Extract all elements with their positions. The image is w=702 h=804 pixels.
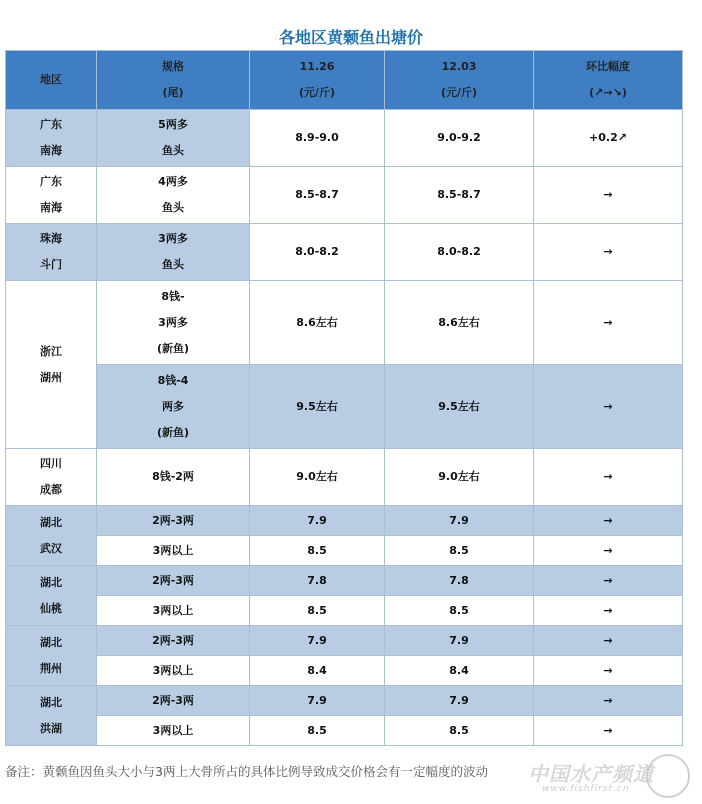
price-1203-cell: 9.5左右 <box>385 365 534 449</box>
watermark-name: 中国水产频道 <box>528 762 654 786</box>
region-cell: 浙江 湖州 <box>6 281 97 449</box>
spec-cell: 2两-3两 <box>97 626 250 656</box>
price-1126-cell: 9.0左右 <box>250 449 385 506</box>
table-row <box>6 281 683 365</box>
price-1126-cell: 8.0-8.2 <box>250 224 385 281</box>
change-cell: → <box>534 506 683 536</box>
price-1126-cell: 7.8 <box>250 566 385 596</box>
region-cell: 湖北 洪湖 <box>6 686 97 746</box>
change-cell: → <box>534 536 683 566</box>
header-change: 环比幅度 (↗→↘) <box>534 51 683 110</box>
header-date1: 11.26 (元/斤) <box>250 51 385 110</box>
change-cell: → <box>534 686 683 716</box>
price-1126-cell: 8.9-9.0 <box>250 110 385 167</box>
watermark-logo <box>528 752 698 800</box>
table-row <box>6 716 683 746</box>
price-1126-cell: 8.5 <box>250 716 385 746</box>
price-1126-cell: 7.9 <box>250 626 385 656</box>
price-1126-cell: 8.5 <box>250 536 385 566</box>
spec-cell: 8钱-4 两多 (新鱼) <box>97 365 250 449</box>
header-row <box>6 51 683 110</box>
region-cell: 四川 成都 <box>6 449 97 506</box>
change-cell: → <box>534 224 683 281</box>
change-cell: → <box>534 365 683 449</box>
price-1126-cell: 8.5 <box>250 596 385 626</box>
table-row <box>6 506 683 536</box>
spec-cell: 3两以上 <box>97 716 250 746</box>
table-row <box>6 656 683 686</box>
spec-cell: 5两多 鱼头 <box>97 110 250 167</box>
price-1203-cell: 7.9 <box>385 506 534 536</box>
price-1203-cell: 8.5 <box>385 716 534 746</box>
region-cell: 珠海 斗门 <box>6 224 97 281</box>
price-1203-cell: 9.0-9.2 <box>385 110 534 167</box>
change-cell: → <box>534 656 683 686</box>
table-row <box>6 449 683 506</box>
table-row <box>6 167 683 224</box>
spec-cell: 3两以上 <box>97 596 250 626</box>
spec-cell: 2两-3两 <box>97 506 250 536</box>
region-cell: 湖北 仙桃 <box>6 566 97 626</box>
header-spec: 规格 (尾) <box>97 51 250 110</box>
price-1126-cell: 8.6左右 <box>250 281 385 365</box>
region-cell: 广东 南海 <box>6 110 97 167</box>
change-cell: +0.2↗ <box>534 110 683 167</box>
change-cell: → <box>534 449 683 506</box>
table-row <box>6 224 683 281</box>
price-1126-cell: 9.5左右 <box>250 365 385 449</box>
spec-cell: 2两-3两 <box>97 566 250 596</box>
change-cell: → <box>534 626 683 656</box>
price-1126-cell: 7.9 <box>250 506 385 536</box>
header-region: 地区 <box>6 51 97 110</box>
price-1203-cell: 7.8 <box>385 566 534 596</box>
region-cell: 湖北 武汉 <box>6 506 97 566</box>
footnote: 备注：黄颡鱼因鱼头大小与3两上大骨所占的具体比例导致成交价格会有一定幅度的波动 <box>5 764 488 779</box>
table-row <box>6 626 683 656</box>
price-1126-cell: 7.9 <box>250 686 385 716</box>
price-1126-cell: 8.5-8.7 <box>250 167 385 224</box>
region-cell: 湖北 荆州 <box>6 626 97 686</box>
change-cell: → <box>534 716 683 746</box>
table-row <box>6 365 683 449</box>
change-cell: → <box>534 596 683 626</box>
spec-cell: 8钱- 3两多 (新鱼) <box>97 281 250 365</box>
watermark-url: www.fishfirst.cn <box>542 784 630 794</box>
price-1203-cell: 8.5 <box>385 536 534 566</box>
spec-cell: 3两以上 <box>97 536 250 566</box>
spec-cell: 4两多 鱼头 <box>97 167 250 224</box>
spec-cell: 3两以上 <box>97 656 250 686</box>
table-row <box>6 110 683 167</box>
price-table <box>5 50 683 746</box>
change-cell: → <box>534 281 683 365</box>
price-1203-cell: 8.5 <box>385 596 534 626</box>
price-1203-cell: 8.4 <box>385 656 534 686</box>
spec-cell: 8钱-2两 <box>97 449 250 506</box>
change-cell: → <box>534 566 683 596</box>
change-cell: → <box>534 167 683 224</box>
header-date2: 12.03 (元/斤) <box>385 51 534 110</box>
price-1203-cell: 8.0-8.2 <box>385 224 534 281</box>
table-row <box>6 566 683 596</box>
table-row <box>6 536 683 566</box>
price-1203-cell: 7.9 <box>385 686 534 716</box>
region-cell: 广东 南海 <box>6 167 97 224</box>
price-1203-cell: 7.9 <box>385 626 534 656</box>
table-row <box>6 596 683 626</box>
price-1203-cell: 9.0左右 <box>385 449 534 506</box>
price-1126-cell: 8.4 <box>250 656 385 686</box>
spec-cell: 2两-3两 <box>97 686 250 716</box>
table-row <box>6 686 683 716</box>
table-title: 各地区黄颡鱼出塘价 <box>278 28 423 47</box>
spec-cell: 3两多 鱼头 <box>97 224 250 281</box>
price-1203-cell: 8.5-8.7 <box>385 167 534 224</box>
price-1203-cell: 8.6左右 <box>385 281 534 365</box>
